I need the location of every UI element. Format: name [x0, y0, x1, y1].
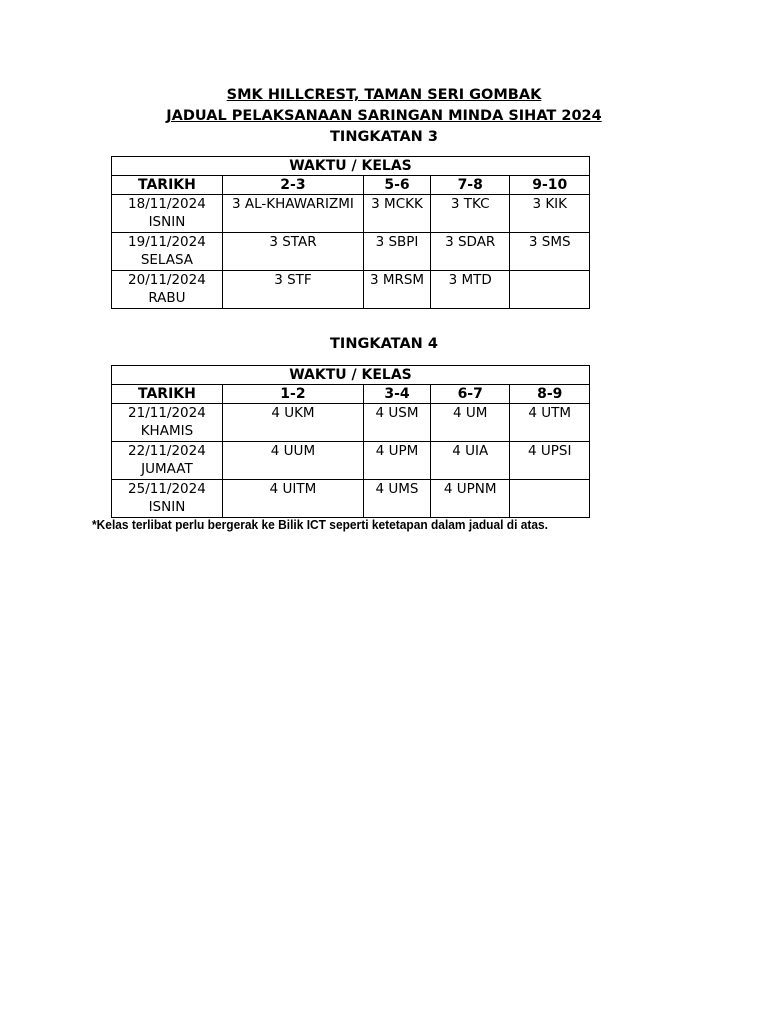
- class-cell: 3 MCKK: [364, 195, 431, 233]
- table-row: [112, 271, 590, 309]
- schedule-table-tingkatan-3: [111, 156, 590, 309]
- date-text: 19/11/2024: [128, 234, 206, 250]
- class-cell: 4 UPM: [364, 442, 431, 480]
- class-cell: 3 SBPI: [364, 233, 431, 271]
- date-text: 18/11/2024: [128, 196, 206, 212]
- date-cell: [112, 233, 223, 271]
- class-cell: 4 UPNM: [430, 480, 509, 518]
- table-group-header-row: [112, 157, 590, 176]
- class-cell: [510, 271, 590, 309]
- day-text: ISNIN: [148, 499, 186, 515]
- date-cell: [112, 480, 223, 518]
- column-header: 9-10: [510, 176, 590, 195]
- table-column-header-row: [112, 176, 590, 195]
- column-header: TARIKH: [112, 176, 223, 195]
- class-cell: 3 STAR: [222, 233, 363, 271]
- column-header: TARIKH: [112, 385, 223, 404]
- class-cell: 4 UM: [430, 404, 509, 442]
- column-header: 8-9: [510, 385, 590, 404]
- group-header: WAKTU / KELAS: [112, 366, 590, 385]
- column-header: 7-8: [430, 176, 509, 195]
- class-cell: 4 UIA: [430, 442, 509, 480]
- section-heading-tingkatan-4: TINGKATAN 4: [330, 336, 438, 352]
- date-cell: [112, 404, 223, 442]
- date-text: 22/11/2024: [128, 443, 206, 459]
- class-cell: 4 UITM: [222, 480, 363, 518]
- column-header: 3-4: [364, 385, 431, 404]
- class-cell: 4 UUM: [222, 442, 363, 480]
- date-cell: [112, 442, 223, 480]
- class-cell: 3 MTD: [430, 271, 509, 309]
- table-row: [112, 195, 590, 233]
- class-cell: 3 AL-KHAWARIZMI: [222, 195, 363, 233]
- date-cell: [112, 271, 223, 309]
- table-column-header-row: [112, 385, 590, 404]
- schedule-title: JADUAL PELAKSANAAN SARINGAN MINDA SIHAT 2024: [166, 108, 602, 124]
- day-text: ISNIN: [148, 214, 186, 230]
- table-row: [112, 404, 590, 442]
- column-header: 1-2: [222, 385, 363, 404]
- class-cell: 4 USM: [364, 404, 431, 442]
- day-text: SELASA: [140, 252, 194, 268]
- table-row: [112, 480, 590, 518]
- class-cell: [510, 480, 590, 518]
- school-name: SMK HILLCREST, TAMAN SERI GOMBAK: [226, 87, 542, 103]
- section-heading-tingkatan-3: TINGKATAN 3: [330, 129, 438, 145]
- class-cell: 3 SDAR: [430, 233, 509, 271]
- column-header: 5-6: [364, 176, 431, 195]
- class-cell: 3 TKC: [430, 195, 509, 233]
- class-cell: 4 UMS: [364, 480, 431, 518]
- day-text: JUMAAT: [141, 461, 193, 477]
- class-cell: 4 UKM: [222, 404, 363, 442]
- schedule-table-tingkatan-4: [111, 365, 590, 518]
- date-text: 25/11/2024: [128, 481, 206, 497]
- date-text: 21/11/2024: [128, 405, 206, 421]
- class-cell: 4 UPSI: [510, 442, 590, 480]
- day-text: RABU: [148, 290, 186, 306]
- class-cell: 3 STF: [222, 271, 363, 309]
- class-cell: 3 MRSM: [364, 271, 431, 309]
- class-cell: 3 SMS: [510, 233, 590, 271]
- class-cell: 4 UTM: [510, 404, 590, 442]
- class-cell: 3 KIK: [510, 195, 590, 233]
- date-text: 20/11/2024: [128, 272, 206, 288]
- footnote: *Kelas terlibat perlu bergerak ke Bilik ICT seperti ketetapan dalam jadual di atas.: [92, 517, 548, 532]
- table-row: [112, 442, 590, 480]
- column-header: 6-7: [430, 385, 509, 404]
- table-group-header-row: [112, 366, 590, 385]
- group-header: WAKTU / KELAS: [112, 157, 590, 176]
- table-row: [112, 233, 590, 271]
- day-text: KHAMIS: [140, 423, 194, 439]
- column-header: 2-3: [222, 176, 363, 195]
- date-cell: [112, 195, 223, 233]
